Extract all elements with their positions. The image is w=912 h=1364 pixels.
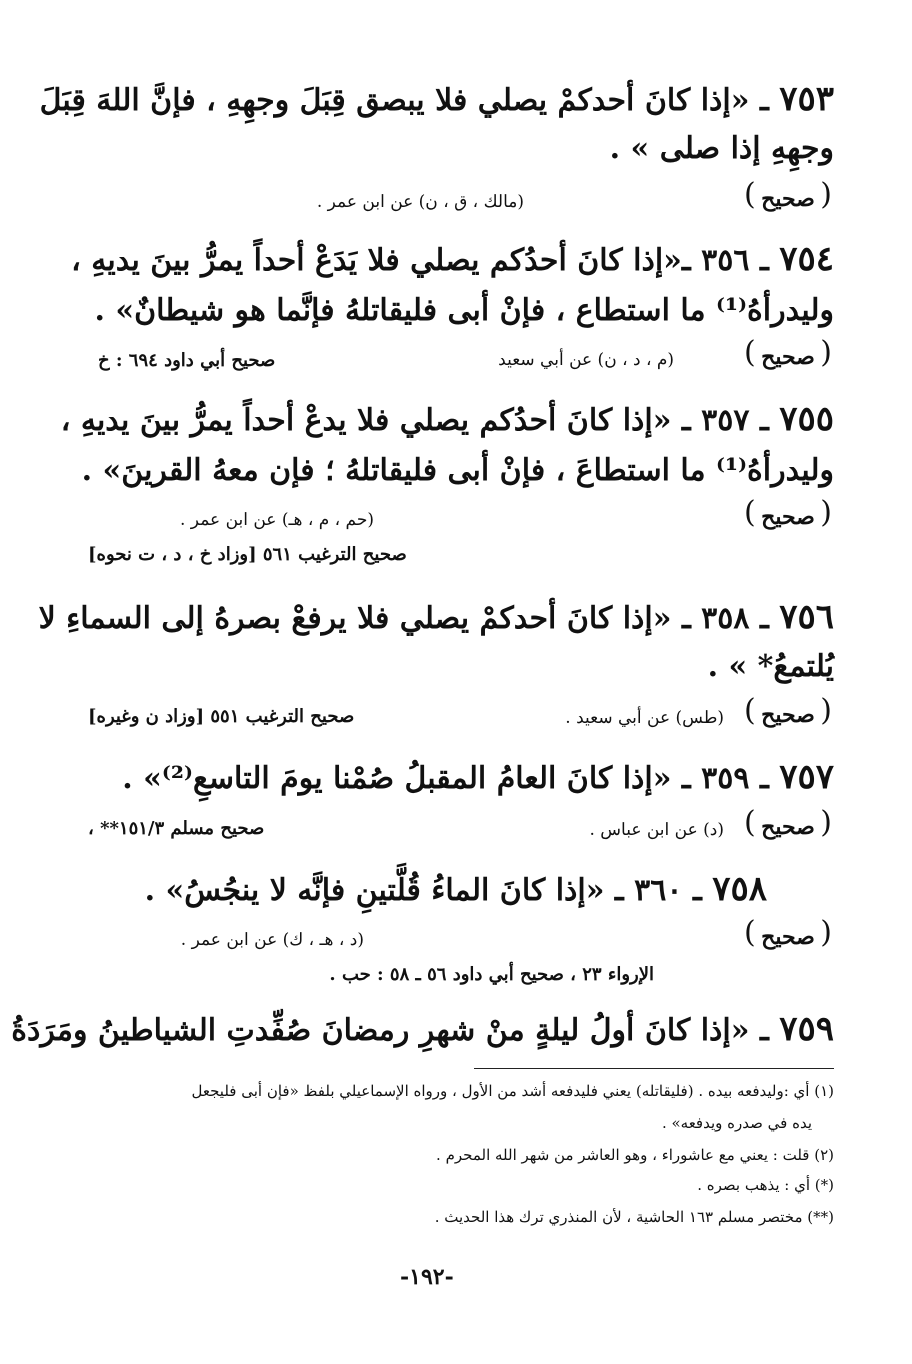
hadith-reference: صحيح الترغيب ٥٦١ [وزاد خ ، د ، ت نحوه] xyxy=(88,544,407,565)
hadith-source: (طس) عن أبي سعيد . xyxy=(565,708,724,728)
grade-label: ( صحيح ) xyxy=(742,810,834,844)
grade-label: ( صحيح ) xyxy=(742,920,834,954)
hadith-text: ـ «إذا كانَ أولُ ليلةٍ منْ شهرِ رمضانَ صُفِّدتِ الشياطينُ ومَرَدَةُ xyxy=(11,1013,769,1048)
hadith-759-line-1 xyxy=(11,1009,834,1049)
hadith-753-line-2: وجهِهِ إذا صلى » . xyxy=(609,131,834,166)
grade-label: ( صحيح ) xyxy=(742,340,834,374)
hadith-source: (د ، هـ ، ك) عن ابن عمر . xyxy=(180,930,364,950)
footnote-2: (٢) قلت : يعني مع عاشوراء ، وهو العاشر من شهر الله المحرم . xyxy=(436,1146,834,1164)
hadith-754-line-1 xyxy=(71,239,834,279)
hadith-number: ٧٥٦ xyxy=(779,597,834,637)
footnote-1: (١) أي :وليدفعه بيده . (فليقاتله) يعني فليدفعه أشد من الأول ، ورواه الإسماعيلي بلفظ «فإن أبى فليجعل xyxy=(191,1082,834,1100)
grade-label: ( صحيح ) xyxy=(742,182,834,216)
hadith-text: ـ ٣٥٦ ـ«إذا كانَ أحدُكم يصلي فلا يَدَعْ أحداً يمرُّ بينَ يديهِ ، xyxy=(71,243,769,278)
footnote-separator xyxy=(474,1068,834,1069)
hadith-755-line-2: وليدرأهُ⁽¹⁾ ما استطاعَ ، فإنْ أبى فليقاتلهُ ؛ فإن معهُ القرينَ» . xyxy=(81,453,834,488)
hadith-757-line-1 xyxy=(122,757,834,797)
page-number: -١٩٢- xyxy=(400,1264,454,1290)
footnote-double-asterisk: (**) مختصر مسلم ١٦٣ الحاشية ، لأن المنذري ترك هذا الحديث . xyxy=(434,1208,834,1226)
hadith-number: ٧٥٣ xyxy=(779,79,834,119)
hadith-source: (مالك ، ق ، ن) عن ابن عمر . xyxy=(316,192,524,212)
hadith-reference: الإرواء ٢٣ ، صحيح أبي داود ٥٦ ـ ٥٨ : حب . xyxy=(329,964,654,985)
hadith-756-line-2: يُلتمعُ* » . xyxy=(707,649,834,684)
hadith-source: (د) عن ابن عباس . xyxy=(589,820,724,840)
hadith-number: ٧٥٥ xyxy=(779,399,834,439)
hadith-756-line-1 xyxy=(38,597,834,637)
hadith-reference: صحيح أبي داود ٦٩٤ : خ xyxy=(98,350,276,371)
hadith-number: ٧٥٩ xyxy=(779,1009,834,1049)
grade-label: ( صحيح ) xyxy=(742,500,834,534)
hadith-reference: صحيح الترغيب ٥٥١ [وزاد ن وغيره] xyxy=(88,706,355,727)
hadith-text: ـ «إذا كانَ أحدكمْ يصلي فلا يبصق قِبَلَ وجهِهِ ، فإنَّ اللهَ قِبَلَ xyxy=(39,83,769,118)
hadith-text: ـ ٣٥٧ ـ «إذا كانَ أحدُكم يصلي فلا يدعْ أحداً يمرُّ بينَ يديهِ ، xyxy=(60,403,769,438)
hadith-reference: صحيح مسلم ١٥١/٣** ، xyxy=(88,818,265,839)
hadith-number: ٧٥٤ xyxy=(779,239,834,279)
hadith-text: ـ ٣٦٠ ـ «إذا كانَ الماءُ قُلَّتينِ فإنَّه لا ينجُسُ» . xyxy=(144,873,702,908)
hadith-source: (م ، د ، ن) عن أبي سعيد xyxy=(498,350,674,370)
footnote-asterisk: (*) أي : يذهب بصره . xyxy=(697,1176,834,1194)
grade-label: ( صحيح ) xyxy=(742,698,834,732)
hadith-758-line-1 xyxy=(144,869,767,909)
hadith-text: ـ ٣٥٨ ـ «إذا كانَ أحدكمْ يصلي فلا يرفعْ بصرهُ إلى السماءِ لا xyxy=(38,601,769,636)
hadith-source: (حم ، م ، هـ) عن ابن عمر . xyxy=(180,510,374,530)
hadith-755-line-1 xyxy=(60,399,834,439)
hadith-754-line-2: وليدرأهُ⁽¹⁾ ما استطاع ، فإنْ أبى فليقاتلهُ فإنَّما هو شيطانٌ» . xyxy=(94,293,834,328)
hadith-number: ٧٥٧ xyxy=(779,757,834,797)
hadith-number: ٧٥٨ xyxy=(712,869,767,909)
hadith-text: ـ ٣٥٩ ـ «إذا كانَ العامُ المقبلُ صُمْنا يومَ التاسعِ⁽²⁾» . xyxy=(122,761,769,796)
hadith-753-line-1 xyxy=(39,79,834,119)
footnote-1-continued: يده في صدره ويدفعه» . xyxy=(661,1114,812,1132)
